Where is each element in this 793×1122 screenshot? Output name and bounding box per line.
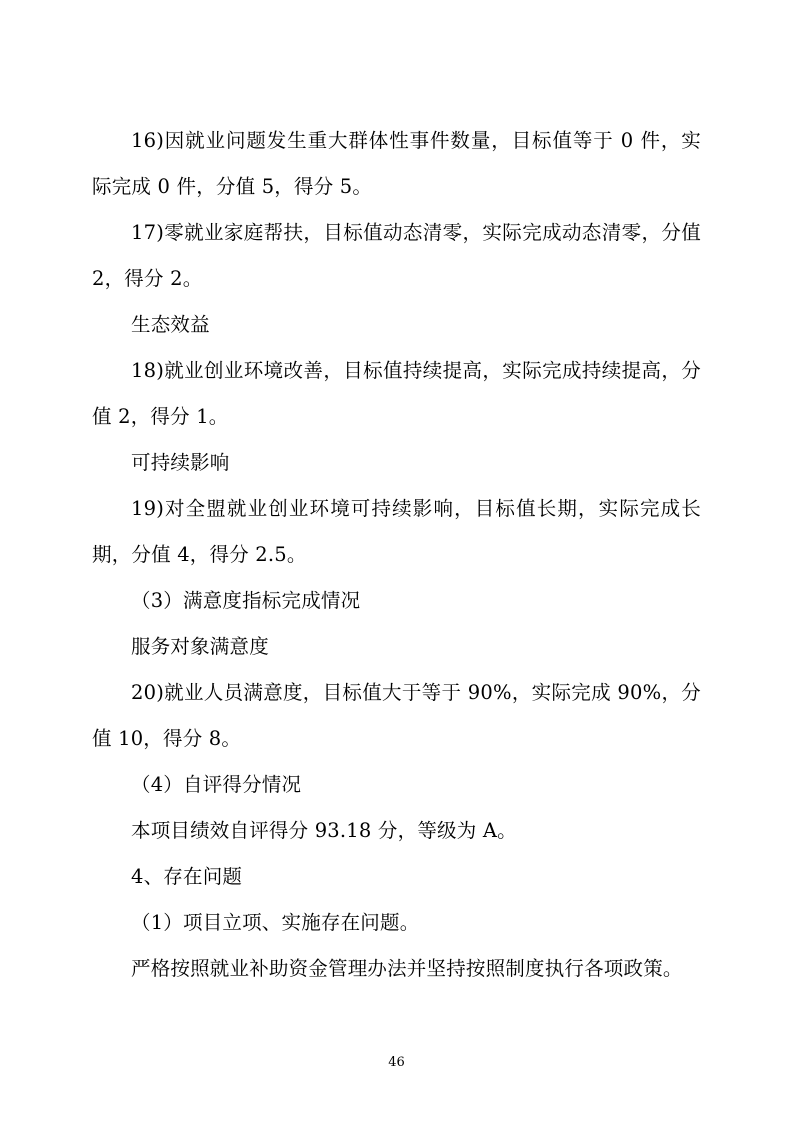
heading-self-evaluation-score: （4）自评得分情况	[131, 773, 302, 796]
heading-sustainable-impact: 可持续影响	[131, 451, 230, 474]
subheading-project-issues: （1）项目立项、实施存在问题。	[131, 911, 420, 934]
heading-ecological-benefit: 生态效益	[131, 313, 210, 336]
document-body	[92, 118, 701, 992]
heading-service-object-satisfaction: 服务对象满意度	[131, 635, 269, 658]
paragraph-policy-execution: 严格按照就业补助资金管理办法并坚持按照制度执行各项政策。	[131, 957, 683, 980]
paragraph-16: 16)因就业问题发生重大群体性事件数量，目标值等于 0 件，实际完成 0 件，分值 5，得分 5。	[92, 129, 701, 198]
paragraph-18: 18)就业创业环境改善，目标值持续提高，实际完成持续提高，分值 2，得分 1。	[92, 359, 701, 428]
paragraph-19: 19)对全盟就业创业环境可持续影响，目标值长期，实际完成长期，分值 4，得分 2.5。	[92, 497, 701, 566]
heading-existing-problems: 4、存在问题	[131, 865, 243, 888]
page-number: 46	[388, 1055, 405, 1070]
paragraph-20: 20)就业人员满意度，目标值大于等于 90%，实际完成 90%，分值 10，得分 8。	[92, 681, 701, 750]
heading-satisfaction-indicators: （3）满意度指标完成情况	[131, 589, 361, 612]
paragraph-self-evaluation-result: 本项目绩效自评得分 93.18 分，等级为 A。	[131, 819, 517, 842]
paragraph-17: 17)零就业家庭帮扶，目标值动态清零，实际完成动态清零，分值 2，得分 2。	[92, 221, 701, 290]
